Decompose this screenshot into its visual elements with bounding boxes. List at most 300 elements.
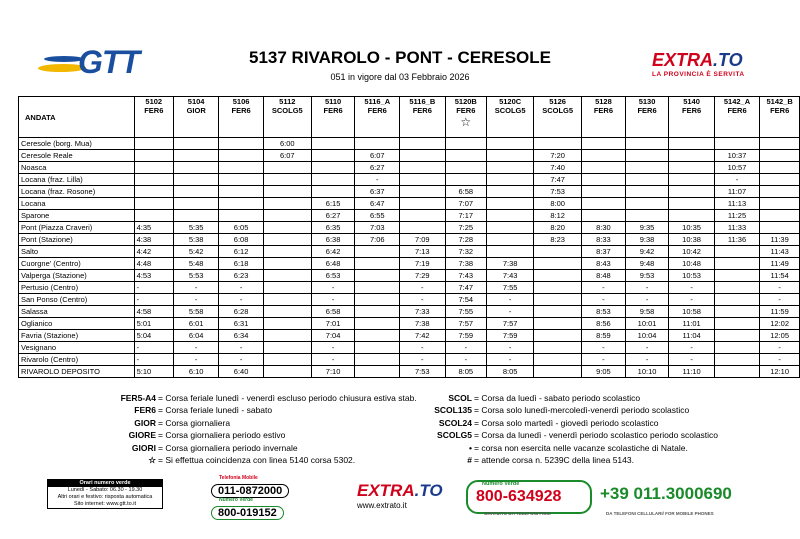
page-title: 5137 RIVAROLO - PONT - CERESOLE [249,48,551,67]
toll-free-phone [199,497,284,521]
run-number: 5116_A [364,97,391,106]
time-cell: - [219,354,264,366]
run-code: FER6 [144,106,164,115]
time-cell: - [219,294,264,306]
time-cell [263,186,311,198]
time-cell: 11:25 [714,210,760,222]
time-cell: 6:47 [355,198,400,210]
table-row [19,294,800,306]
footer-extra-b: .TO [414,481,443,500]
legend-key: GIORI [131,442,156,453]
legend-item [80,404,417,416]
time-cell: 5:53 [173,270,218,282]
time-cell: 11:13 [714,198,760,210]
table-row [19,354,800,366]
time-cell [134,210,173,222]
time-cell: - [582,282,626,294]
mobile-phone [199,475,289,499]
time-cell [263,294,311,306]
time-cell [311,186,355,198]
table-row [19,282,800,294]
stop-name: Locana (fraz. Lilla) [19,174,135,186]
time-cell: 7:57 [487,318,534,330]
column-header [173,97,218,138]
legend-key: ☆ [148,455,156,466]
time-cell: 6:05 [219,222,264,234]
time-cell: - [445,354,487,366]
time-cell [134,198,173,210]
time-cell [219,150,264,162]
table-row [19,318,800,330]
column-header [534,97,582,138]
time-cell [582,186,626,198]
time-cell: - [311,342,355,354]
time-cell: 11:36 [714,234,760,246]
legend-item [80,442,417,454]
time-cell [534,282,582,294]
time-cell [219,174,264,186]
time-cell [625,198,669,210]
time-cell [134,150,173,162]
time-cell [760,138,800,150]
time-cell: 6:08 [219,234,264,246]
time-cell: 11:54 [760,270,800,282]
footer-extra-a: EXTRA [357,481,415,500]
time-cell: 9:53 [625,270,669,282]
time-cell: 11:59 [760,306,800,318]
time-cell [311,162,355,174]
green-number: 800-634928 [476,488,562,505]
time-cell [263,234,311,246]
time-cell: 7:32 [445,246,487,258]
time-cell [134,138,173,150]
time-cell [311,150,355,162]
time-cell: 7:20 [534,150,582,162]
green-number-box [466,480,592,514]
time-cell: 7:42 [400,330,445,342]
time-cell: - [487,294,534,306]
time-cell [173,150,218,162]
time-cell [582,150,626,162]
time-cell [669,138,714,150]
time-cell: 7:13 [400,246,445,258]
legend-key: SCOL135 [434,405,472,416]
run-code: SCOLG5 [542,106,574,115]
time-cell: - [582,294,626,306]
time-cell: 7:59 [445,330,487,342]
time-cell [582,174,626,186]
time-cell: 4:38 [134,234,173,246]
time-cell [625,174,669,186]
stop-name: Salassa [19,306,135,318]
time-cell [263,282,311,294]
run-code: GIOR [186,106,206,115]
run-code: FER6 [770,106,790,115]
time-cell: 7:38 [445,258,487,270]
timetable-header-row [19,97,800,138]
extra-to-footer-logo [357,481,457,510]
time-cell [760,174,800,186]
legend-text: = corsa non esercita nelle vacanze scolastiche di Natale. [474,442,688,453]
run-number: 5110 [324,97,342,106]
time-cell [760,222,800,234]
time-cell: 7:47 [445,282,487,294]
time-cell [219,186,264,198]
legend-text: = Corsa giornaliera periodo invernale [158,442,298,453]
stop-name: Valperga (Stazione) [19,270,135,282]
time-cell: 7:04 [311,330,355,342]
time-cell: 8:12 [534,210,582,222]
column-header [714,97,760,138]
run-number: 5142_B [766,97,793,106]
time-cell: 7:29 [400,270,445,282]
time-cell [263,366,311,378]
time-cell [669,210,714,222]
time-cell: 7:59 [487,330,534,342]
time-cell [173,186,218,198]
time-cell: - [669,354,714,366]
time-cell [487,138,534,150]
table-row [19,222,800,234]
time-cell: 9:58 [625,306,669,318]
timetable-body [19,138,800,378]
time-cell: - [355,174,400,186]
time-cell [400,162,445,174]
time-cell: 7:03 [355,222,400,234]
green-label: Numero Verde [482,481,520,487]
table-row [19,342,800,354]
time-cell: 4:35 [134,222,173,234]
time-cell: 9:35 [625,222,669,234]
orari-title: Orari numero verde [48,480,162,487]
time-cell: - [669,282,714,294]
time-cell: 10:37 [714,150,760,162]
time-cell [219,162,264,174]
legend-key: SCOLG5 [437,430,472,441]
time-cell: 7:01 [311,318,355,330]
time-cell: 7:57 [445,318,487,330]
time-cell: 6:42 [311,246,355,258]
table-row [19,306,800,318]
time-cell [669,150,714,162]
time-cell [714,318,760,330]
time-cell: 7:07 [445,198,487,210]
time-cell [445,162,487,174]
time-cell [714,270,760,282]
time-cell: 12:10 [760,366,800,378]
time-cell: 10:53 [669,270,714,282]
time-cell [760,210,800,222]
column-header [669,97,714,138]
direction-label: ANDATA [19,97,135,138]
run-number: 5140 [683,97,700,106]
legend-key: FER5-A4 [120,393,156,403]
legend-item [80,454,417,466]
time-cell: 8:59 [582,330,626,342]
column-header [355,97,400,138]
stop-name: Pont (Stazione) [19,234,135,246]
time-cell: - [400,282,445,294]
legend-text: = Corsa da lunedì - venerdì periodo scolastico periodo scolastico [474,430,719,441]
run-code: FER6 [231,106,251,115]
time-cell [487,210,534,222]
time-cell: 8:37 [582,246,626,258]
table-row [19,270,800,282]
orari-line3: Sito internet: www.gtt.to.it [73,501,137,507]
time-cell: 5:10 [134,366,173,378]
time-cell: - [134,282,173,294]
column-header [625,97,669,138]
time-cell: 8:53 [582,306,626,318]
time-cell [219,210,264,222]
time-cell [714,294,760,306]
stop-name: Rivarolo (Centro) [19,354,135,366]
time-cell: 7:10 [311,366,355,378]
time-cell [173,138,218,150]
time-cell [263,222,311,234]
stop-name: RIVAROLO DEPOSITO [19,366,135,378]
column-header [400,97,445,138]
time-cell [219,198,264,210]
stop-name: Salto [19,246,135,258]
time-cell: 7:38 [400,318,445,330]
time-cell [263,270,311,282]
legend-item [400,442,718,454]
stop-name: Noasca [19,162,135,174]
column-header [582,97,626,138]
table-row [19,366,800,378]
time-cell [760,198,800,210]
time-cell: - [487,306,534,318]
mobile-label: Telefonia Mobile [219,475,258,481]
extra-logo-b: .TO [713,50,743,70]
time-cell [134,162,173,174]
run-number: 5102 [145,97,163,106]
time-cell [669,198,714,210]
time-cell [355,258,400,270]
time-cell: 10:35 [669,222,714,234]
time-cell: 7:25 [445,222,487,234]
extra-logo-tagline: LA PROVINCIA È SERVITA [652,71,745,78]
time-cell [311,138,355,150]
time-cell [445,150,487,162]
time-cell: 6:07 [263,150,311,162]
legend-text: = Corsa solo lunedì-mercoledì-venerdì periodo scolastico [474,405,690,416]
time-cell [487,162,534,174]
legend-item [400,404,718,416]
time-cell: - [714,174,760,186]
time-cell [534,270,582,282]
time-cell: 6:12 [219,246,264,258]
time-cell: 11:01 [669,318,714,330]
orari-line1: Lunedì - Sabato: 06.30 - 19.30 [67,487,143,493]
time-cell: 7:19 [400,258,445,270]
legend-text: = Corsa da luedì - sabato periodo scolastico [474,393,641,403]
gtt-logo-text: GTT [78,44,139,80]
time-cell [355,354,400,366]
time-cell: 9:42 [625,246,669,258]
time-cell: - [487,342,534,354]
time-cell [582,162,626,174]
time-cell [625,162,669,174]
legend-item [80,429,417,441]
time-cell: 5:58 [173,306,218,318]
time-cell: - [311,294,355,306]
time-cell [173,210,218,222]
time-cell [173,162,218,174]
column-header [311,97,355,138]
time-cell: - [173,354,218,366]
time-cell: 5:48 [173,258,218,270]
time-cell [355,366,400,378]
run-number: 5116_B [409,97,436,106]
time-cell: 5:35 [173,222,218,234]
legend-item [400,454,718,466]
time-cell [355,318,400,330]
time-cell: - [669,342,714,354]
table-row [19,174,800,186]
time-cell [400,138,445,150]
time-cell: - [625,342,669,354]
stop-name: Favria (Stazione) [19,330,135,342]
time-cell: 5:04 [134,330,173,342]
time-cell [355,294,400,306]
table-row [19,150,800,162]
time-cell: 7:47 [534,174,582,186]
time-cell: 10:01 [625,318,669,330]
extra-logo-a: EXTRA [652,50,714,70]
table-row [19,330,800,342]
column-header [487,97,534,138]
legend-text: = Corsa feriale lunedì - venerdì escluso periodo chiusura estiva stab. [158,393,417,403]
time-cell [355,282,400,294]
run-code: FER6 [412,106,432,115]
time-cell [400,198,445,210]
time-cell: - [311,354,355,366]
time-cell [487,198,534,210]
stop-name: Locana [19,198,135,210]
time-cell: 6:10 [173,366,218,378]
time-cell: 8:30 [582,222,626,234]
time-cell: - [760,342,800,354]
legend-text: = Corsa solo martedì - giovedì periodo scolastico [474,417,659,428]
time-cell [534,294,582,306]
time-cell: 7:09 [400,234,445,246]
time-cell: 7:43 [487,270,534,282]
time-cell: - [582,342,626,354]
time-cell: 6:58 [311,306,355,318]
time-cell: - [173,342,218,354]
column-header [134,97,173,138]
column-header [445,97,487,138]
time-cell: 6:01 [173,318,218,330]
time-cell [487,150,534,162]
time-cell: - [219,342,264,354]
time-cell: 6:37 [355,186,400,198]
run-number: 5120C [499,97,522,106]
time-cell [263,318,311,330]
coincidence-star-icon: ☆ [460,115,472,129]
time-cell: 7:55 [445,306,487,318]
time-cell [445,174,487,186]
run-number: 5120B [454,97,477,106]
time-cell: 6:15 [311,198,355,210]
table-row [19,258,800,270]
time-cell [263,354,311,366]
time-cell: 6:53 [311,270,355,282]
time-cell [263,174,311,186]
time-cell [534,258,582,270]
time-cell: 10:58 [669,306,714,318]
stop-name: Oglianico [19,318,135,330]
stop-name: Cuorgne' (Centro) [19,258,135,270]
time-cell: - [625,282,669,294]
time-cell: 8:43 [582,258,626,270]
time-cell: - [760,282,800,294]
time-cell: - [173,282,218,294]
legend-key: GIORE [128,430,156,441]
time-cell: 10:48 [669,258,714,270]
run-number: 5130 [638,97,656,106]
legend-key: FER6 [134,405,156,416]
time-cell [134,186,173,198]
extra-to-logo [652,50,778,78]
time-cell: 6:04 [173,330,218,342]
legend-key: SCOL [448,393,472,403]
time-cell: 5:01 [134,318,173,330]
verde-number: 800-019152 [211,506,284,520]
time-cell: - [134,294,173,306]
time-cell: 9:38 [625,234,669,246]
run-code: FER6 [727,106,747,115]
time-cell [487,174,534,186]
time-cell: 12:02 [760,318,800,330]
orari-line2: Altri orari e festivo: risposta automatica [57,494,153,500]
stop-name: Ceresole (borg. Mua) [19,138,135,150]
table-row [19,234,800,246]
time-cell: - [219,282,264,294]
time-cell: 6:23 [219,270,264,282]
time-cell [534,318,582,330]
time-cell: 6:00 [263,138,311,150]
time-cell [355,246,400,258]
time-cell [400,174,445,186]
time-cell [534,366,582,378]
time-cell [714,354,760,366]
legend-text: = Corsa giornaliera [158,417,231,428]
time-cell: 6:31 [219,318,264,330]
time-cell: 7:40 [534,162,582,174]
time-cell: 7:06 [355,234,400,246]
time-cell [760,150,800,162]
time-cell [582,210,626,222]
time-cell: 11:07 [714,186,760,198]
time-cell: 11:04 [669,330,714,342]
time-cell: 4:48 [134,258,173,270]
mobile-intl-sub: DA TELEFONI CELLULARI/ FOR MOBILE PHONES [606,511,714,516]
time-cell [400,150,445,162]
time-cell: 6:27 [311,210,355,222]
time-cell [263,330,311,342]
time-cell [263,258,311,270]
column-header [760,97,800,138]
column-header [263,97,311,138]
run-number: 5106 [232,97,250,106]
extra-website: www.extrato.it [357,501,407,510]
time-cell [625,186,669,198]
time-cell [355,342,400,354]
table-row [19,138,800,150]
